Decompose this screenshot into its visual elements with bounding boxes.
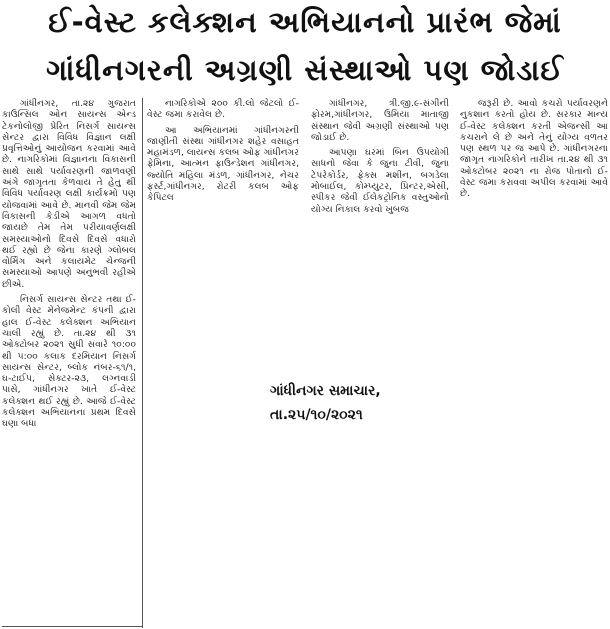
article-paragraph: ગાંધીનગર, તા.૨૪ ગુજરાત કાઉન્સિલ ઓન સાયન્સ એન્ડ ટેકનોલોજી પ્રેરિત નિસર્ગ સાયન્સ સેન્ટર દ્વારા વિવિધ વિજ્ઞાન લક્ષી પ્રવૃત્તિઓનું આયોજન કરવામાં આવે છે. નાગરિકોમાં વિજ્ઞાનના વિકાસની સાથે સાથે પર્યાવરણની જાળવણી અંગે જાગૃતતા કેળવાય તે હેતુ થી વિવિધ પર્યાવરણ લક્ષી કાર્યક્રમો પણ યોજવામાં આવે છે. માનવી જેમ જેમ વિકાસની કેડીએ આગળ વધતો જાયછે તેમ તેમ પરીયાવર્ણલક્ષી સમસ્યાઓનો દિવસે દિવસે વધારો થઈ રહ્યો છે જેના કારણે ગ્લોબલ વોર્મિંગ અને કલાયમેટ ચેન્જની સમસ્યાઓ આપણે અનુભવી રહીએ છીએ. xyxy=(2,98,136,290)
article-column-2 xyxy=(147,98,299,628)
article-paragraph: આ અભિયાનમાં ગાંધીનગરની જાણીતી સંસ્થા ગાંધીનગર શહેર વસાહત મહામંડળ, લાયન્સ કલબ ઓફ ગાંધીનગર ફેમિના, આત્મન ફાઉન્ડેશન ગાંધીનગર, જ્યોતિ મહિલા મંડળ, ગાંધીનગર, નેચર ફર્સ્ટ,ગાંધીનગર, રોટરી કલબ ઓફ કેપિટલ xyxy=(147,124,299,204)
byline-date: તા.૨૫/૧૦/૨૦૨૧ xyxy=(270,407,363,423)
article-column-4 xyxy=(460,98,608,628)
article-column-1 xyxy=(2,98,136,628)
article-paragraph: નિસર્ગ સાયન્સ સેન્ટર તથા ઈ-કોલી વેસ્ટ મેનેજમેન્ટ કંપની દ્વારા હાલ ઈ-વેસ્ટ કલેક્શન અભિયાન ચાલી રહ્યું છે. તા.૨૪ થી ૩૧ ઓક્ટોબર ૨૦૨૧ સુધી સવારે ૧૦:૦૦ થી ૫:૦૦ કલાક દરમિયાન નિસર્ગ સાયન્સ સેન્ટર, બ્લોક નંબર-૬૧/૧, ઘ-ટાઈપ, સેક્ટર-૨૩, લગ્નવાડી પાસે, ગાંધીનગર ખાતે ઈ-વેસ્ટ કલેક્શન થઈ રહ્યું છે. આજે ઈ-વેસ્ટ કલેક્શન અભિયાનના પ્રથમ દિવસે ઘણા બધા xyxy=(2,294,136,430)
article-column-3 xyxy=(311,98,449,628)
article-paragraph: ગાંધીનગર, ત્રી.જી.૯-સંગીની ફોરમ,ગાંધીનગર, ઉમિયા માતાજી સંસ્થાન જેવી અગ્રણી સંસ્થાઓ પણ જોડાઈ છે. xyxy=(311,98,449,143)
headline-line-1: ઈ-વેસ્ટ કલેક્શન અભિયાનનો પ્રારંભ જેમાં xyxy=(48,5,562,39)
headline-line-2: ગાંધીનગરની અગ્રણી સંસ્થાઓ પણ જોડાઈ xyxy=(46,53,564,87)
article-paragraph: નાગરિકોએ ૨૦૦ કી.લો જેટલો ઈ-વેસ્ટ જમા કરાવેલ છે. xyxy=(147,98,299,121)
article-paragraph: જરૂરી છે. આવો કચરો પર્યાવરણને નુકશાન કરતો હોય છે. સરકાર માન્ય ઈ-વેસ્ટ કલેક્શન કરતી એજન્સી આ કચરાને લે છે અને તેનું યોગ્ય વળતર પણ સ્થળ પર જ આપે છે. ગાંધીનગરના જાગૃત નાગરિકોને તારીખ તા.૨૪ થી ૩૧ ઓક્ટોબર ૨૦૨૧ ના રોજ પોતાનો ઈ-વેસ્ટ જમા કરાવવા અપીલ કરવામાં આવે છે. xyxy=(460,98,608,200)
byline-source: ગાંધીનગર સમાચાર, xyxy=(270,383,381,399)
column-bottom-rule xyxy=(2,626,142,627)
article-paragraph: આપણા ઘરમાં બિન ઉપયોગી સાધનો જેવા કે જુના ટીવી, જુના ટેપરેકોર્ડર, ફેક્સ મશીન, બગડેલા મોબાઈલ, કોમ્પ્યુટર, પ્રિન્ટર,એસી, સ્પીકર જેવી ઈલેકટ્રોનિક વસ્તુઓનો યોગ્ય નિકાલ કરવો ખુબજ xyxy=(311,147,449,215)
column-divider xyxy=(142,98,143,628)
